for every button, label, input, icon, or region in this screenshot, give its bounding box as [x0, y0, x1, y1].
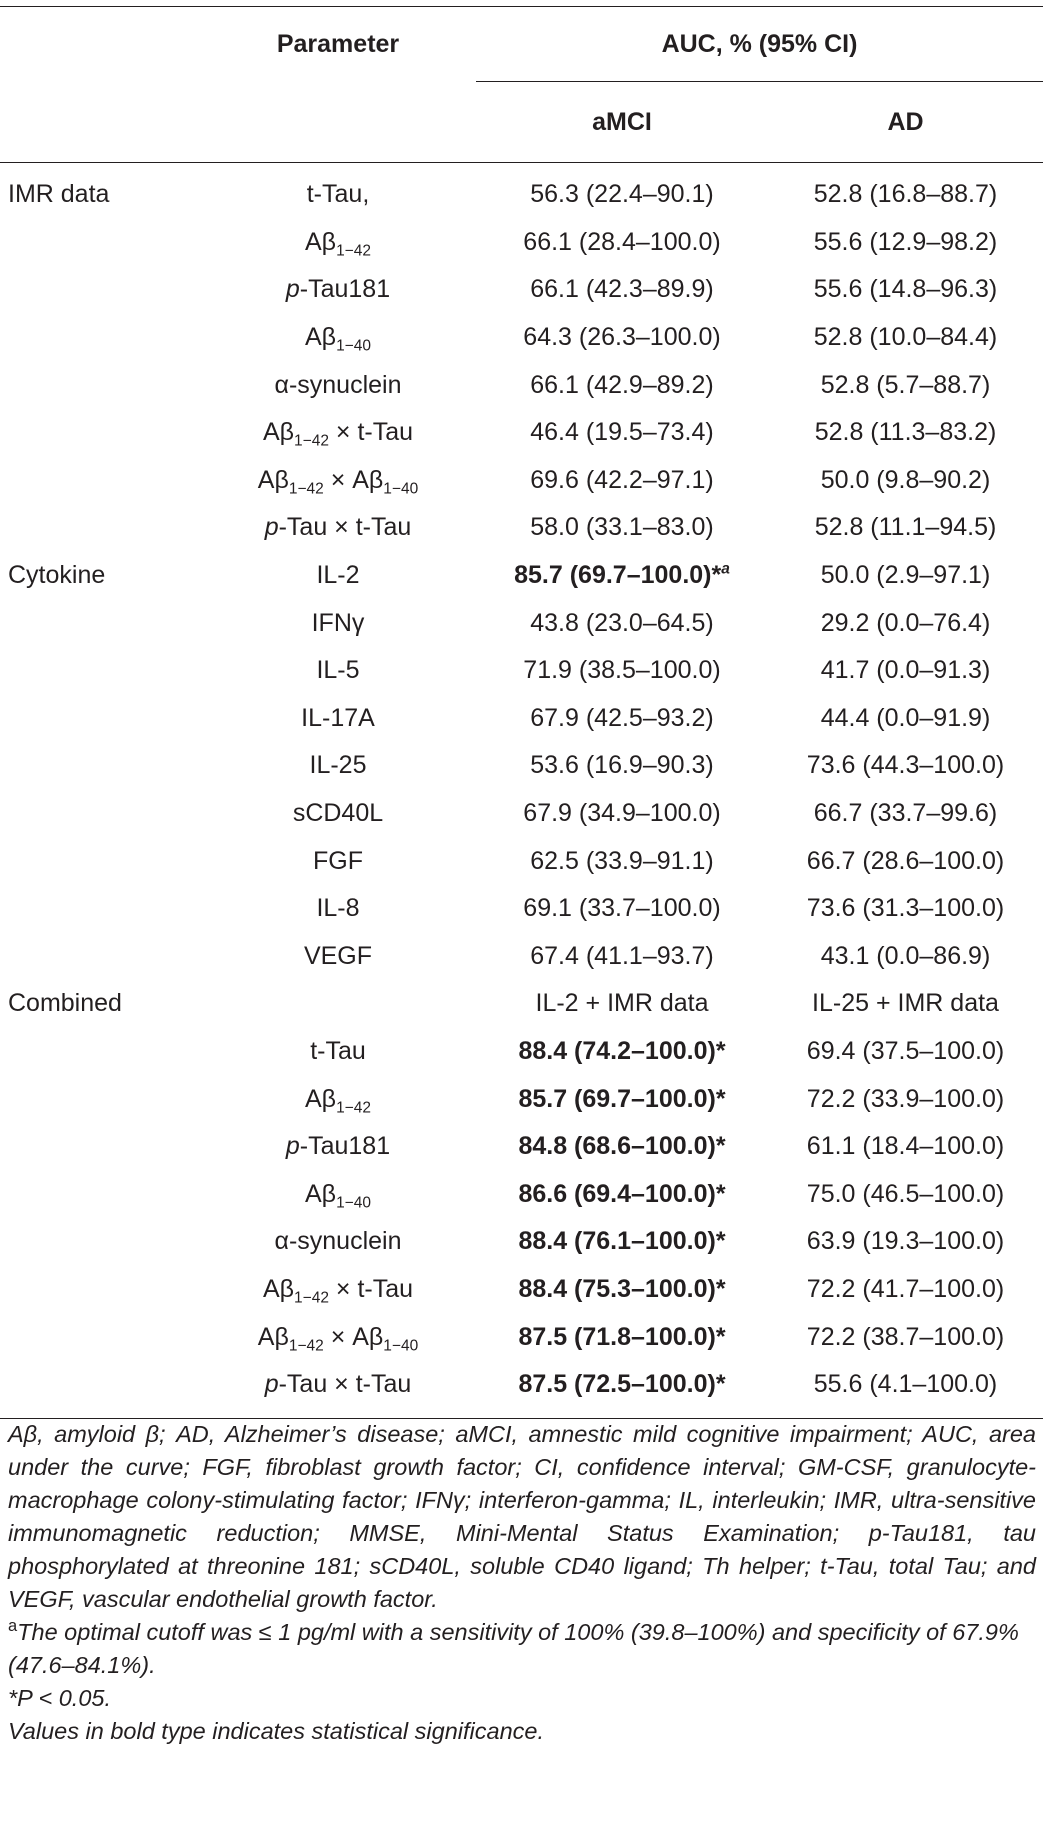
ad-value-cell: 72.2 (41.7–100.0): [806, 1274, 1005, 1303]
amci-subheader: IL-2 + IMR data: [535, 989, 709, 1018]
ad-value-cell: 72.2 (33.9–100.0): [806, 1084, 1005, 1113]
amci-value-cell: [476, 885, 768, 933]
parameter-cell: t-Tau,: [306, 180, 370, 209]
parameter-cell: $A\beta_{1-40}$: [305, 1179, 371, 1212]
amci-value-cell: [476, 599, 768, 647]
amci-value-cell: [476, 647, 768, 695]
table-row: [0, 266, 1043, 314]
table-row: [0, 599, 1043, 647]
parameter-cell: $A\beta_{1-42}$: [305, 227, 371, 260]
amci-value: 58.0 (33.1–83.0): [530, 513, 714, 542]
group-blank: [0, 742, 200, 790]
amci-value-cell: [476, 1170, 768, 1218]
ad-value-cell: 63.9 (19.3–100.0): [806, 1227, 1005, 1256]
table-row: [0, 742, 1043, 790]
amci-value: 53.6 (16.9–90.3): [530, 751, 714, 780]
table-row: [0, 409, 1043, 457]
footnote-bold: Values in bold type indicates statistical significance.: [8, 1718, 545, 1744]
group-label-imr: IMR data: [8, 180, 110, 209]
group-blank: [0, 1123, 200, 1171]
group-blank: [0, 1266, 200, 1314]
ad-value-cell: 66.7 (33.7–99.6): [813, 799, 998, 828]
amci-value: 69.1 (33.7–100.0): [523, 894, 721, 923]
group-blank: [0, 504, 200, 552]
parameter-cell: FGF: [313, 846, 363, 875]
table-row: [0, 1218, 1043, 1266]
amci-value: 66.1 (42.3–89.9): [530, 275, 714, 304]
parameter-cell: IFNγ: [311, 608, 365, 637]
ad-value-cell: 75.0 (46.5–100.0): [806, 1179, 1005, 1208]
table-row: [0, 163, 1043, 219]
table-row: [0, 1266, 1043, 1314]
amci-value-cell: [476, 314, 768, 362]
table-body: [0, 163, 1043, 1419]
group-blank: [0, 219, 200, 267]
amci-value-cell: [476, 504, 768, 552]
ad-value-cell: 41.7 (0.0–91.3): [820, 656, 991, 685]
abbreviations-note: Aβ, amyloid β; AD, Alzheimer’s disease; aMCI, amnestic mild cognitive impairment; AUC, area under the curve; FGF, fibroblast growth factor; CI, confidence interval; GM-CSF, granulocyte-macrophage colony-stimulating factor; IFNγ; interferon-gamma; IL, interleukin; IMR, ultra-sensitive immunomagnetic reduction; MMSE, Mini-Mental Status Examination; p-Tau181, tau phosphorylated at threonine 181; sCD40L, soluble CD40 ligand; Th helper; t-Tau, total Tau; and VEGF, vascular endothelial growth factor.: [8, 1421, 1036, 1612]
table-row: [0, 1361, 1043, 1419]
table-row: [0, 314, 1043, 362]
amci-value-cell: [476, 163, 768, 219]
auc-table: [0, 6, 1043, 1419]
amci-value: 87.5 (72.5–100.0)*: [518, 1370, 726, 1399]
group-blank: [0, 266, 200, 314]
group-blank: [0, 933, 200, 981]
table-row: [0, 504, 1043, 552]
amci-value: 67.9 (34.9–100.0): [523, 799, 721, 828]
table-row: [0, 219, 1043, 267]
amci-value: 85.7 (69.7–100.0)*: [518, 1084, 726, 1113]
group-blank: [0, 790, 200, 838]
ad-value-cell: 55.6 (12.9–98.2): [813, 227, 998, 256]
amci-value: 69.6 (42.2–97.1): [530, 465, 714, 494]
group-blank: [0, 599, 200, 647]
ad-value-cell: 69.4 (37.5–100.0): [806, 1036, 1005, 1065]
ad-value-cell: 72.2 (38.7–100.0): [806, 1322, 1005, 1351]
parameter-cell: p-Tau181: [285, 275, 391, 304]
parameter-cell: [200, 980, 476, 1028]
amci-value: 86.6 (69.4–100.0)*: [518, 1179, 726, 1208]
parameter-cell: t-Tau: [310, 1036, 366, 1065]
amci-value-cell: [476, 1361, 768, 1419]
table-row: [0, 790, 1043, 838]
footnote-a: [8, 1616, 1036, 1682]
group-blank: [0, 361, 200, 409]
ad-value-cell: 55.6 (14.8–96.3): [813, 275, 998, 304]
amci-value-cell: [476, 552, 768, 600]
parameter-cell: IL-25: [309, 751, 367, 780]
header-blank: [0, 7, 200, 83]
amci-value-cell: [476, 1123, 768, 1171]
ad-value-cell: 52.8 (11.3–83.2): [814, 418, 997, 447]
parameter-cell: IL-8: [316, 894, 360, 923]
table-footnotes: [8, 1418, 1036, 1748]
group-blank: [0, 885, 200, 933]
group-label-combined: Combined: [8, 989, 122, 1018]
amci-value: 88.4 (74.2–100.0)*: [518, 1036, 726, 1065]
ad-subheader: IL-25 + IMR data: [812, 989, 999, 1018]
header-row-2: [0, 82, 1043, 163]
parameter-cell: $A\beta_{1-42} \times A\beta_{1-40}$: [257, 1322, 419, 1354]
amci-value-cell: [476, 266, 768, 314]
parameter-cell: IL-5: [316, 656, 360, 685]
group-blank: [0, 1218, 200, 1266]
table-row: [0, 885, 1043, 933]
parameter-cell: sCD40L: [292, 799, 384, 828]
group-blank: [0, 457, 200, 505]
ad-value-cell: 52.8 (5.7–88.7): [820, 370, 991, 399]
amci-value-cell: [476, 837, 768, 885]
parameter-cell: IL-2: [316, 561, 360, 590]
group-blank: [0, 409, 200, 457]
header-auc: AUC, % (95% CI): [476, 7, 1043, 83]
group-blank: [0, 1313, 200, 1361]
ad-value-cell: 52.8 (11.1–94.5): [814, 513, 997, 542]
parameter-cell: VEGF: [303, 941, 373, 970]
ad-value-cell: 73.6 (31.3–100.0): [806, 894, 1005, 923]
amci-value-cell: [476, 1075, 768, 1123]
amci-value: 46.4 (19.5–73.4): [530, 418, 714, 447]
amci-value-cell: [476, 1266, 768, 1314]
table-row: [0, 695, 1043, 743]
table-row: [0, 361, 1043, 409]
amci-value-cell: [476, 1218, 768, 1266]
amci-value-cell: [476, 790, 768, 838]
parameter-cell: α-synuclein: [274, 370, 402, 399]
parameter-cell: p-Tau × t-Tau: [264, 513, 412, 542]
amci-value: 66.1 (28.4–100.0): [523, 227, 721, 256]
amci-value: 87.5 (71.8–100.0)*: [518, 1322, 726, 1351]
ad-value-cell: 55.6 (4.1–100.0): [813, 1370, 998, 1399]
ad-value-cell: 50.0 (9.8–90.2): [820, 465, 991, 494]
header-parameter: Parameter: [276, 30, 400, 58]
header-row-1: [0, 7, 1043, 83]
parameter-cell: $A\beta_{1-42} \times A\beta_{1-40}$: [257, 465, 419, 498]
ad-value-cell: 52.8 (16.8–88.7): [813, 180, 998, 209]
parameter-cell: $A\beta_{1-42}$: [305, 1084, 371, 1116]
parameter-cell: $A\beta_{1-40}$: [305, 323, 371, 355]
amci-value-cell: [476, 933, 768, 981]
group-blank: [0, 695, 200, 743]
amci-value-cell: [476, 409, 768, 457]
table-row: [0, 457, 1043, 505]
ad-value-cell: 44.4 (0.0–91.9): [820, 703, 991, 732]
table-row: [0, 552, 1043, 600]
table-row: [0, 1313, 1043, 1361]
footnote-a-text: The optimal cutoff was ≤ 1 pg/ml with a sensitivity of 100% (39.8–100%) and specificity of 67.9% (47.6–84.1%).: [8, 1619, 1019, 1678]
group-blank: [0, 1361, 200, 1419]
amci-value: 71.9 (38.5–100.0): [523, 656, 721, 685]
ad-value-cell: 43.1 (0.0–86.9): [820, 941, 991, 970]
amci-value-cell: [476, 742, 768, 790]
amci-value: 64.3 (26.3–100.0): [523, 323, 721, 352]
amci-value: 85.7 (69.7–100.0)*: [514, 561, 722, 590]
footnote-a-mark: a: [8, 1617, 18, 1636]
header-ad: AD: [887, 107, 924, 136]
amci-value-cell: [476, 1028, 768, 1076]
table-row: [0, 1075, 1043, 1123]
parameter-cell: $A\beta_{1-42} \times t-Tau$: [262, 418, 414, 450]
table-row: [0, 980, 1043, 1028]
amci-value: 88.4 (75.3–100.0)*: [518, 1274, 726, 1303]
amci-value-cell: [476, 1313, 768, 1361]
table-row: [0, 647, 1043, 695]
table-row: [0, 1123, 1043, 1171]
table-row: [0, 933, 1043, 981]
parameter-cell: p-Tau × t-Tau: [264, 1370, 412, 1399]
parameter-cell: IL-17A: [301, 703, 375, 732]
table-row: [0, 1170, 1043, 1218]
ad-value-cell: 50.0 (2.9–97.1): [820, 561, 991, 590]
group-blank: [0, 1075, 200, 1123]
amci-value: 67.9 (42.5–93.2): [530, 703, 714, 732]
amci-value-cell: [476, 695, 768, 743]
amci-value: 66.1 (42.9–89.2): [530, 370, 714, 399]
header-amci: aMCI: [592, 107, 652, 136]
amci-value: 56.3 (22.4–90.1): [530, 180, 714, 209]
group-blank: [0, 1170, 200, 1218]
group-blank: [0, 314, 200, 362]
parameter-cell: $A\beta_{1-42} \times t-Tau$: [262, 1274, 414, 1307]
group-blank: [0, 647, 200, 695]
amci-value: 88.4 (76.1–100.0)*: [518, 1227, 726, 1256]
table-row: [0, 1028, 1043, 1076]
ad-value-cell: 61.1 (18.4–100.0): [806, 1132, 1005, 1161]
group-blank: [0, 837, 200, 885]
table-row: [0, 837, 1043, 885]
footnote-p: *P < 0.05.: [8, 1685, 111, 1711]
amci-value: 43.8 (23.0–64.5): [530, 608, 714, 637]
parameter-cell: α-synuclein: [274, 1227, 402, 1256]
amci-value: 84.8 (68.6–100.0)*: [518, 1132, 726, 1161]
amci-value: 67.4 (41.1–93.7): [530, 941, 714, 970]
amci-value-cell: [476, 361, 768, 409]
ad-value-cell: 66.7 (28.6–100.0): [806, 846, 1005, 875]
amci-value-cell: [476, 457, 768, 505]
group-blank: [0, 1028, 200, 1076]
ad-value-cell: 52.8 (10.0–84.4): [813, 323, 998, 352]
amci-value: 62.5 (33.9–91.1): [530, 846, 714, 875]
group-label-cytokine: Cytokine: [8, 561, 106, 590]
amci-value-cell: [476, 219, 768, 267]
ad-value-cell: 29.2 (0.0–76.4): [820, 608, 991, 637]
ad-value-cell: 73.6 (44.3–100.0): [806, 751, 1005, 780]
parameter-cell: p-Tau181: [285, 1132, 391, 1161]
footnote-marker: a: [721, 560, 730, 578]
